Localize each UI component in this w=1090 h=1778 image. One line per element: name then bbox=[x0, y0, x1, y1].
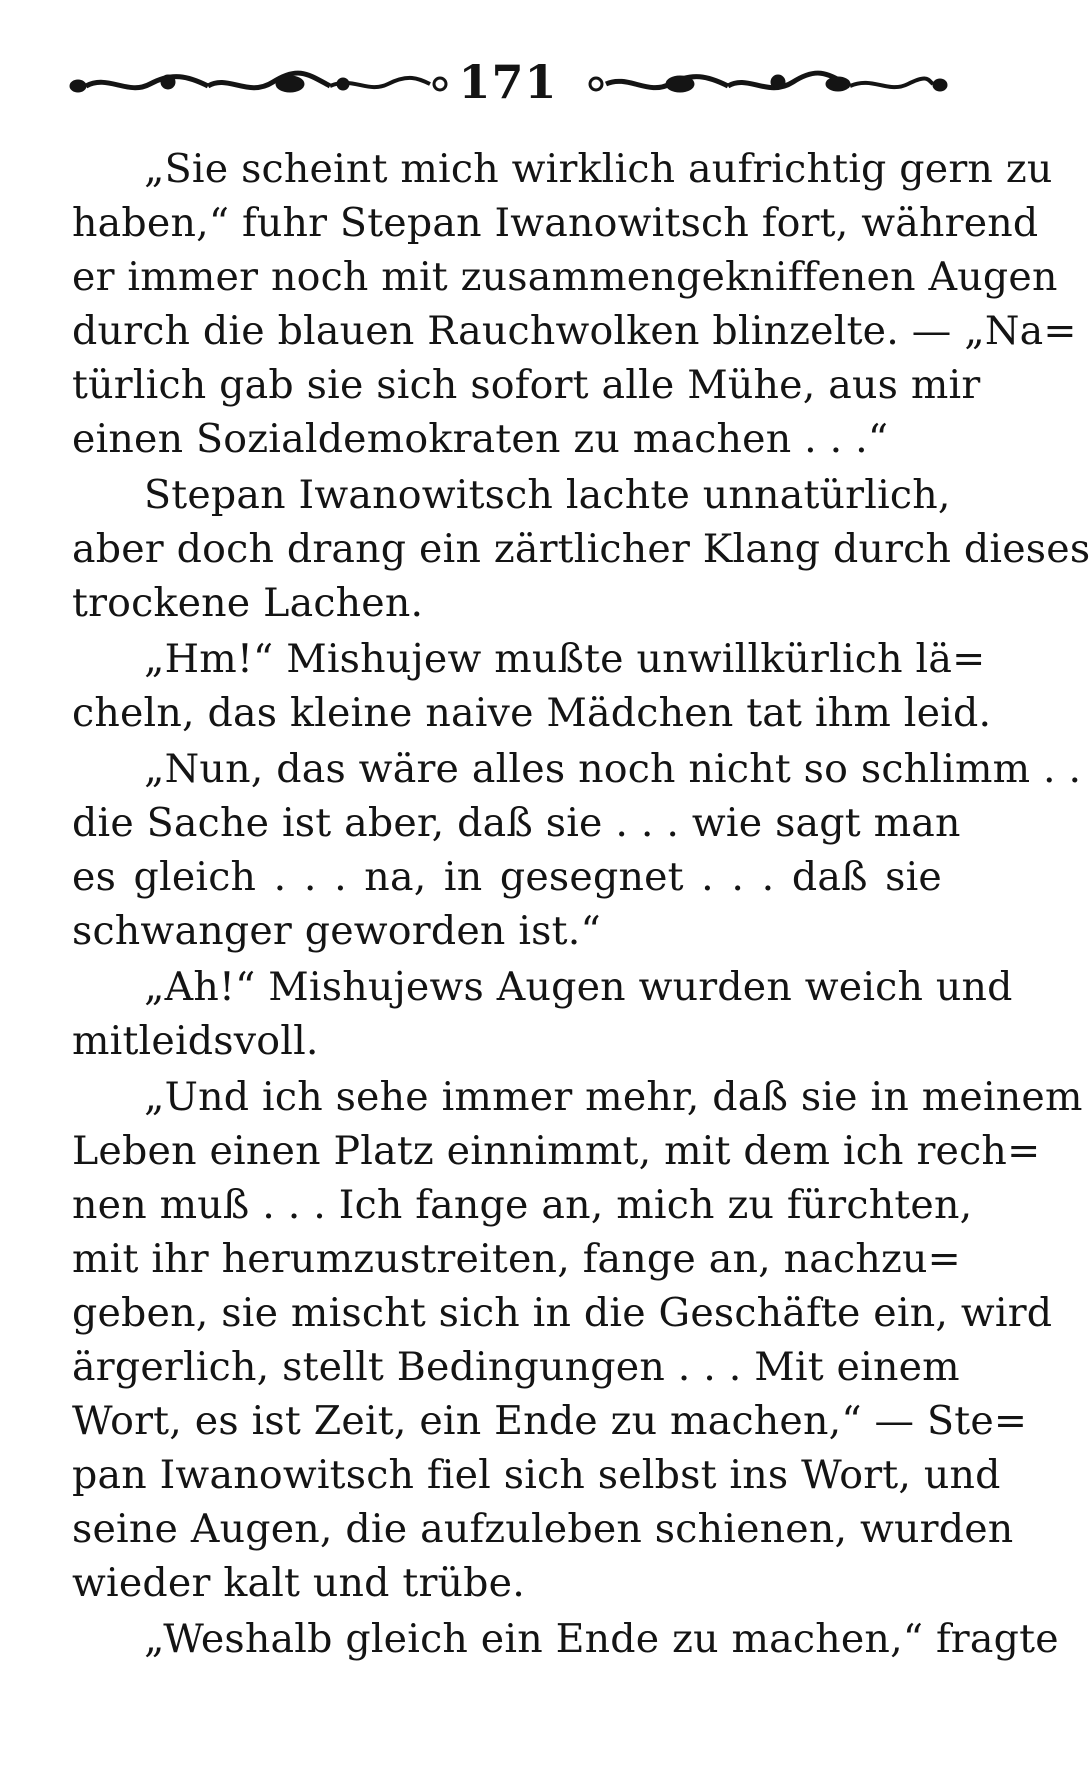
text-line: „Nun, das wäre alles noch nicht so schlimm . . bbox=[144, 746, 1082, 792]
text-line: seine Augen, die aufzuleben schienen, wurden bbox=[72, 1506, 1014, 1552]
text-line: einen Sozialdemokraten zu machen . . .“ bbox=[72, 416, 889, 462]
body-text bbox=[72, 142, 1090, 1668]
page-number: 171 bbox=[458, 55, 558, 109]
text-line: haben,“ fuhr Stepan Iwanowitsch fort, während bbox=[72, 200, 1039, 246]
text-line: er immer noch mit zusammengekniffenen Augen bbox=[72, 254, 1058, 300]
paragraph bbox=[72, 1070, 1083, 1610]
paragraph bbox=[72, 1612, 1059, 1666]
text-line: mitleidsvoll. bbox=[72, 1018, 319, 1064]
text-line: Leben einen Platz einnimmt, mit dem ich rech= bbox=[72, 1128, 1041, 1174]
text-line: aber doch drang ein zärtlicher Klang durch dieses bbox=[72, 526, 1090, 572]
text-line: Wort, es ist Zeit, ein Ende zu machen,“ — Ste= bbox=[72, 1398, 1028, 1444]
paragraph bbox=[72, 468, 1090, 630]
paragraph bbox=[72, 142, 1077, 466]
text-line: trockene Lachen. bbox=[72, 580, 424, 626]
text-line: es gleich . . . na, in gesegnet . . . daß sie bbox=[72, 854, 942, 900]
paragraph bbox=[72, 960, 1013, 1068]
page-header bbox=[68, 52, 948, 112]
text-line: „Weshalb gleich ein Ende zu machen,“ fragte bbox=[144, 1616, 1059, 1662]
text-line: türlich gab sie sich sofort alle Mühe, aus mir bbox=[72, 362, 981, 408]
text-line: „Hm!“ Mishujew mußte unwillkürlich lä= bbox=[144, 636, 986, 682]
text-line: pan Iwanowitsch fiel sich selbst ins Wort, und bbox=[72, 1452, 1001, 1498]
text-line: „Ah!“ Mishujews Augen wurden weich und bbox=[144, 964, 1013, 1010]
text-line: die Sache ist aber, daß sie . . . wie sagt man bbox=[72, 800, 961, 846]
paragraph bbox=[72, 632, 992, 740]
text-line: „Und ich sehe immer mehr, daß sie in meinem bbox=[144, 1074, 1083, 1120]
text-line: cheln, das kleine naive Mädchen tat ihm leid. bbox=[72, 690, 992, 736]
right-ornament-icon bbox=[588, 70, 948, 98]
text-line: geben, sie mischt sich in die Geschäfte ein, wird bbox=[72, 1290, 1053, 1336]
text-line: Stepan Iwanowitsch lachte unnatürlich, bbox=[144, 472, 951, 518]
paragraph bbox=[72, 742, 1082, 958]
text-line: wieder kalt und trübe. bbox=[72, 1560, 525, 1606]
text-line: ärgerlich, stellt Bedingungen . . . Mit einem bbox=[72, 1344, 960, 1390]
text-line: durch die blauen Rauchwolken blinzelte. — „Na= bbox=[72, 308, 1077, 354]
text-line: mit ihr herumzustreiten, fange an, nachzu= bbox=[72, 1236, 961, 1282]
text-line: schwanger geworden ist.“ bbox=[72, 908, 601, 954]
text-line: nen muß . . . Ich fange an, mich zu fürchten, bbox=[72, 1182, 973, 1228]
text-line: „Sie scheint mich wirklich aufrichtig gern zu bbox=[144, 146, 1053, 192]
